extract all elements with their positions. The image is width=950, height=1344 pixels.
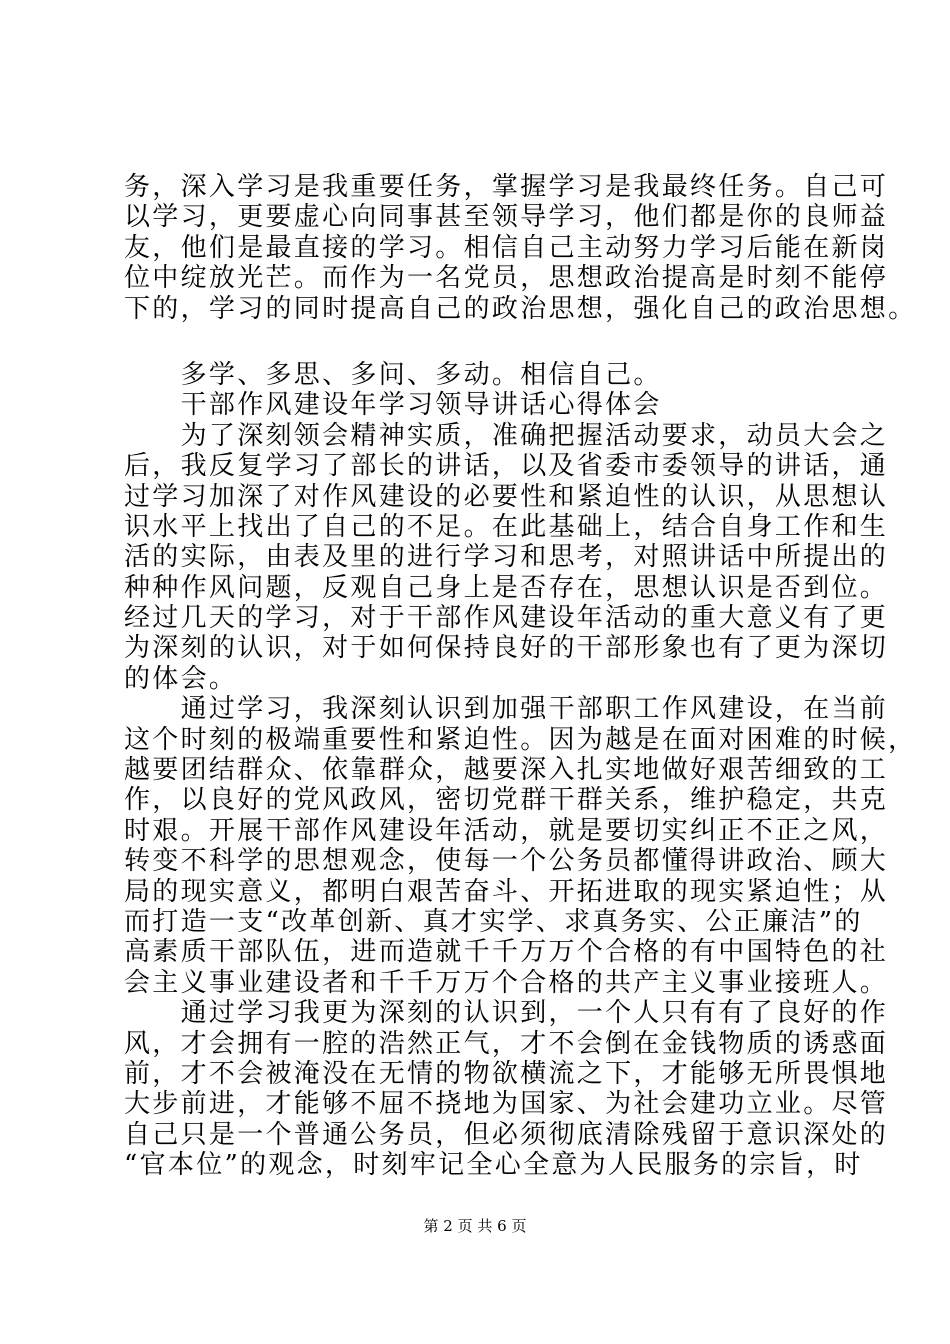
paragraph-1 <box>124 420 889 695</box>
text-line: 过学习加深了对作风建设的必要性和紧迫性的认识，从思想认 <box>124 481 889 512</box>
text-line: 的体会。 <box>124 663 238 694</box>
text-line: 为了深刻领会精神实质，准确把握活动要求，动员大会之 <box>124 420 889 451</box>
text-line: “官本位”的观念，时刻牢记全心全意为人民服务的宗旨，时 <box>124 1150 863 1181</box>
text-line: 种种作风问题，反观自己身上是否存在，思想认识是否到位。 <box>124 572 889 603</box>
text-line: 作，以良好的党风政风，密切党群干群关系，维护稳定，共克 <box>124 785 889 816</box>
text-line: 转变不科学的思想观念，使每一个公务员都懂得讲政治、顾大 <box>124 846 889 877</box>
text-line: 前，才不会被淹没在无情的物欲横流之下，才能够无所畏惧地 <box>124 1058 889 1089</box>
paragraph-gap <box>124 324 832 360</box>
text-line: 位中绽放光芒。而作为一名党员，思想政治提高是时刻不能停 <box>124 263 889 294</box>
section-title: 干部作风建设年学习领导讲话心得体会 <box>124 390 662 421</box>
text-line: 下的，学习的同时提高自己的政治思想，强化自己的政治思想。 <box>124 293 917 324</box>
paragraph-3 <box>124 998 889 1181</box>
page-footer <box>0 1216 950 1236</box>
text-line: 会主义事业建设者和千千万万个合格的共产主义事业接班人。 <box>124 967 889 998</box>
text-line: 以学习，更要虚心向同事甚至领导学习，他们都是你的良师益 <box>124 202 889 233</box>
text-line: 为深刻的认识，对于如何保持良好的干部形象也有了更为深切 <box>124 633 889 664</box>
text-line: 大步前进，才能够不屈不挠地为国家、为社会建功立业。尽管 <box>124 1089 889 1120</box>
paragraph-continued <box>124 172 917 324</box>
text-line: 越要团结群众、依靠群众，越要深入扎实地做好艰苦细致的工 <box>124 755 889 786</box>
motto-line: 多学、多思、多问、多动。相信自己。 <box>124 359 662 390</box>
text-line: 高素质干部队伍，进而造就千千万万个合格的有中国特色的社 <box>124 937 889 968</box>
text-line: 活的实际，由表及里的进行学习和思考，对照讲话中所提出的 <box>124 542 889 573</box>
text-line: 友，他们是最直接的学习。相信自己主动努力学习后能在新岗 <box>124 232 889 263</box>
page-number-label: 第 2 页 共 6 页 <box>423 1217 527 1235</box>
text-line: 这个时刻的极端重要性和紧迫性。因为越是在面对困难的时候， <box>124 724 917 755</box>
text-line: 务，深入学习是我重要任务，掌握学习是我最终任务。自己可 <box>124 172 889 202</box>
text-line: 而打造一支“改革创新、真才实学、求真务实、公正廉洁”的 <box>124 906 863 937</box>
text-line: 时艰。开展干部作风建设年活动，就是要切实纠正不正之风， <box>124 815 889 846</box>
text-line: 自己只是一个普通公务员，但必须彻底清除残留于意识深处的 <box>124 1119 889 1150</box>
text-line: 识水平上找出了自己的不足。在此基础上，结合自身工作和生 <box>124 511 889 542</box>
text-line: 经过几天的学习，对于干部作风建设年活动的重大意义有了更 <box>124 603 889 634</box>
text-line: 风，才会拥有一腔的浩然正气，才不会倒在金钱物质的诱惑面 <box>124 1028 889 1059</box>
document-body <box>124 172 917 1181</box>
text-line: 通过学习我更为深刻的认识到，一个人只有有了良好的作 <box>124 998 889 1029</box>
text-line: 后，我反复学习了部长的讲话，以及省委市委领导的讲话，通 <box>124 451 889 482</box>
paragraph-2 <box>124 694 917 998</box>
text-line: 局的现实意义，都明白艰苦奋斗、开拓进取的现实紧迫性；从 <box>124 876 889 907</box>
text-line: 通过学习，我深刻认识到加强干部职工作风建设，在当前 <box>124 694 889 725</box>
